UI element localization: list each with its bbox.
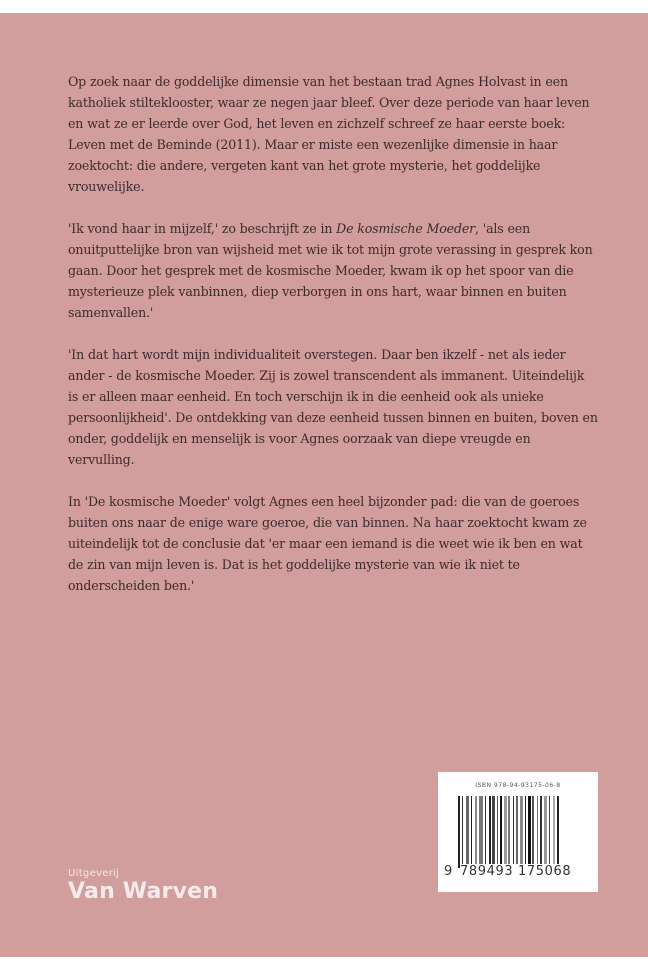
book-back-cover (0, 13, 648, 957)
ean-first-digit: 9 (444, 864, 453, 879)
paragraph-3: 'In dat hart wordt mijn individualiteit overstegen. Daar ben ikzelf - net als ieder ander - de kosmische Moeder. Zij is zowel transcendent als immanent. Uiteindelijk is er alleen maar eenheid. En toch verschijn ik in die eenheid ook als unieke persoonlijkheid'. De ontdekking van deze eenheid tussen binnen en buiten, boven en onder, goddelijk en menselijk is voor Agnes oorzaak van diepe vreugde en vervulling. (68, 347, 598, 467)
blurb-text (68, 71, 598, 617)
paragraph-1: Op zoek naar de goddelijke dimensie van het bestaan trad Agnes Holvast in een katholiek stilteklooster, waar ze negen jaar bleef. Over deze periode van haar leven en wat ze er leerde over God, het leven en zichzelf schreef ze haar eerste boek: Leven met de Beminde (2011). Maar er miste een wezenlijke dimensie in haar zoektocht: die andere, vergeten kant van het grote mysterie, het goddelijke vrouwelijke. (68, 74, 590, 194)
isbn-label: ISBN 978-94-93175-06-8 (475, 782, 561, 789)
book-title-italic: De kosmische Moeder (336, 221, 476, 236)
paragraph-2-end: , 'als een onuitputtelijke bron van wijsheid met wie ik tot mijn grote verassing in gesprek kon gaan. Door het gesprek met de kosmische Moeder, kwam ik op het spoor van die mysterieuze plek vanbinnen, diep verborgen in ons hart, waar binnen en buiten samenvallen.' (68, 221, 593, 320)
paragraph-4: In 'De kosmische Moeder' volgt Agnes een heel bijzonder pad: die van de goeroes buiten ons naar de enige ware goeroe, die van binnen. Na haar zoektocht kwam ze uiteindelijk tot de conclusie dat 'er maar een iemand is die weet wie ik ben en wat de zin van mijn leven is. Dat is het goddelijke mysterie van wie ik niet te onderscheiden ben.' (68, 494, 587, 593)
paragraph-2-start: 'Ik vond haar in mijzelf,' zo beschrijft ze in (68, 221, 337, 236)
publisher-name: Van Warven (68, 879, 219, 904)
paragraph-2 (68, 218, 598, 323)
barcode-bars (458, 796, 584, 868)
barcode-icon (438, 772, 598, 892)
publisher-logo (68, 868, 218, 905)
ean-digits: 789493 175068 (460, 864, 586, 879)
publisher-label: Uitgeverij (68, 868, 120, 879)
